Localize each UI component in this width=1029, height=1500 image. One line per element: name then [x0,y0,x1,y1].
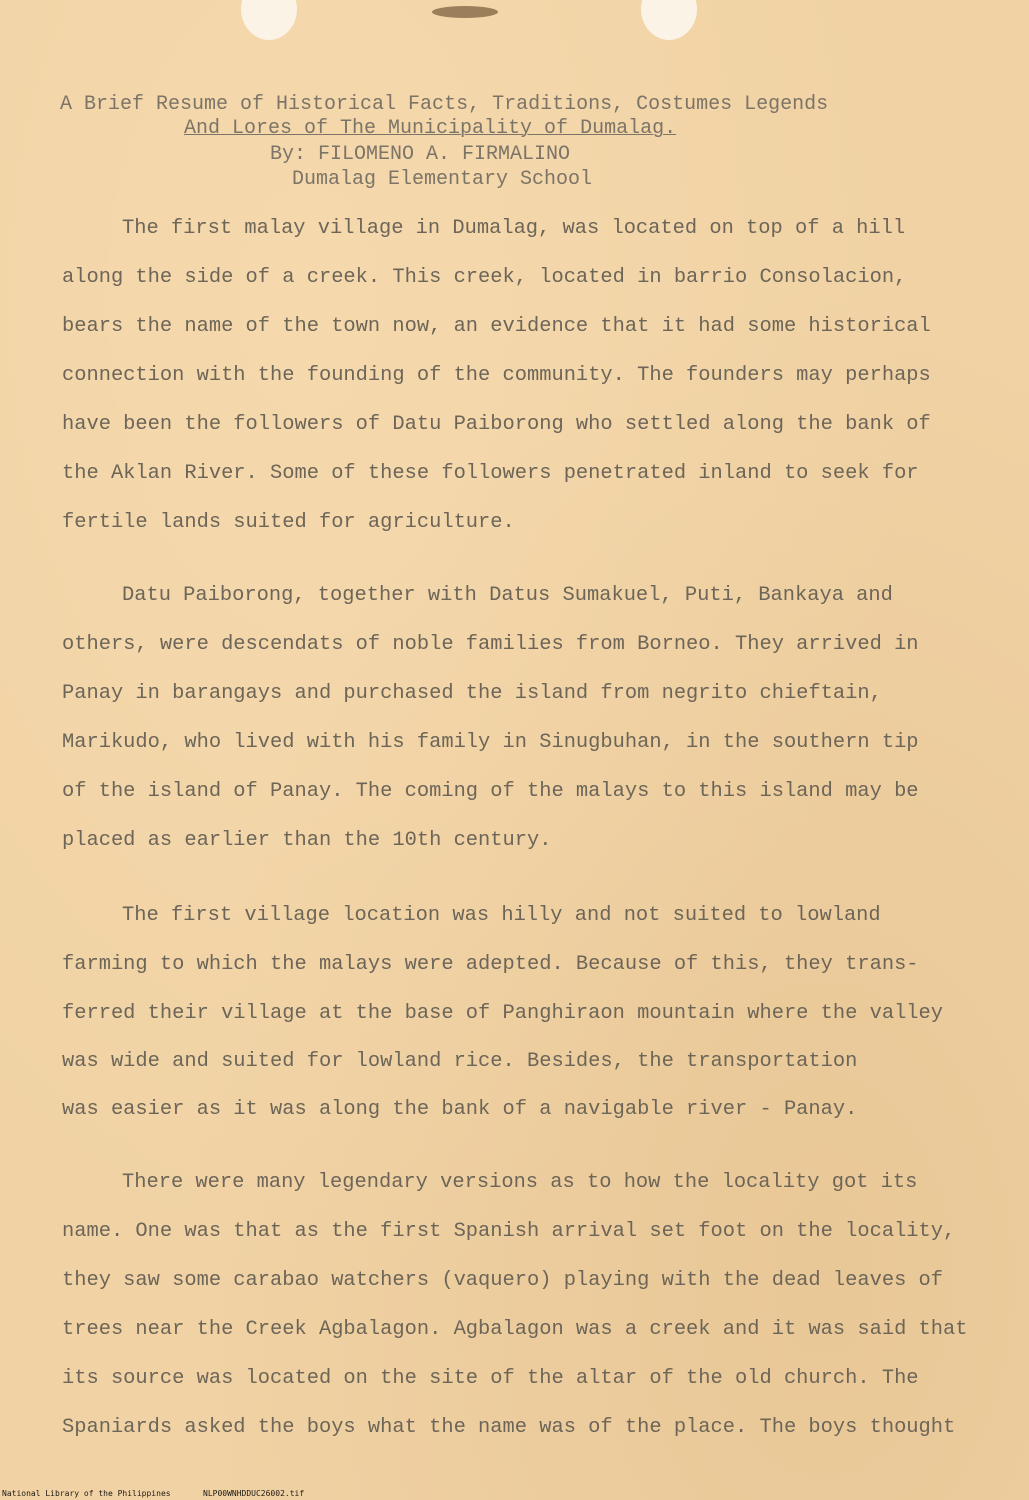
paragraph-3-line-1: The first village location was hilly and not suited to lowland [122,904,881,927]
paragraph-4-line-3: they saw some carabao watchers (vaquero) playing with the dead leaves of [62,1269,944,1292]
document-title-line2: And Lores of The Municipality of Dumalag. [184,117,677,140]
paragraph-2-line-6: placed as earlier than the 10th century. [62,829,552,852]
paragraph-2-line-4: Marikudo, who lived with his family in Sinugbuhan, in the southern tip [62,731,919,754]
paragraph-3-line-5: was easier as it was along the bank of a navigable river - Panay. [62,1098,858,1121]
paragraph-2-line-3: Panay in barangays and purchased the island from negrito chieftain, [62,682,882,705]
footer-filename: NLP00WNHDDUC26002.tif [203,1489,305,1498]
paragraph-1-line-1: The first malay village in Dumalag, was located on top of a hill [122,217,906,240]
paragraph-2-line-1: Datu Paiborong, together with Datus Sumakuel, Puti, Bankaya and [122,584,893,607]
paragraph-1-line-6: the Aklan River. Some of these followers penetrated inland to seek for [62,462,919,485]
punch-hole-left [241,0,297,40]
paragraph-1-line-2: along the side of a creek. This creek, located in barrio Consolacion, [62,266,907,289]
punch-hole-right [641,0,697,40]
paragraph-4-line-5: its source was located on the site of the altar of the old church. The [62,1367,919,1390]
paragraph-2-line-5: of the island of Panay. The coming of the malays to this island may be [62,780,919,803]
paragraph-1-line-3: bears the name of the town now, an evidence that it had some historical [62,315,931,338]
footer-library-name: National Library of the Philippines [2,1489,171,1498]
author-line: By: FILOMENO A. FIRMALINO [270,143,571,166]
paragraph-3-line-3: ferred their village at the base of Panghiraon mountain where the valley [62,1002,944,1025]
paragraph-3-line-2: farming to which the malays were adepted. Because of this, they trans- [62,953,919,976]
paragraph-4-line-1: There were many legendary versions as to how the locality got its [122,1171,918,1194]
paragraph-2-line-2: others, were descendats of noble families from Borneo. They arrived in [62,633,919,656]
paragraph-1-line-4: connection with the founding of the community. The founders may perhaps [62,364,931,387]
paragraph-1-line-7: fertile lands suited for agriculture. [62,511,515,534]
school-line: Dumalag Elementary School [292,168,593,191]
paragraph-1-line-5: have been the followers of Datu Paiborong who settled along the bank of [62,413,931,436]
paragraph-4-line-4: trees near the Creek Agbalagon. Agbalagon was a creek and it was said that [62,1318,968,1341]
paragraph-3-line-4: was wide and suited for lowland rice. Besides, the transportation [62,1050,858,1073]
paragraph-4-line-6: Spaniards asked the boys what the name was of the place. The boys thought [62,1416,956,1439]
binder-clip-mark [432,6,498,18]
document-title-line1: A Brief Resume of Historical Facts, Traditions, Costumes Legends [60,93,829,116]
paragraph-4-line-2: name. One was that as the first Spanish arrival set foot on the locality, [62,1220,956,1243]
